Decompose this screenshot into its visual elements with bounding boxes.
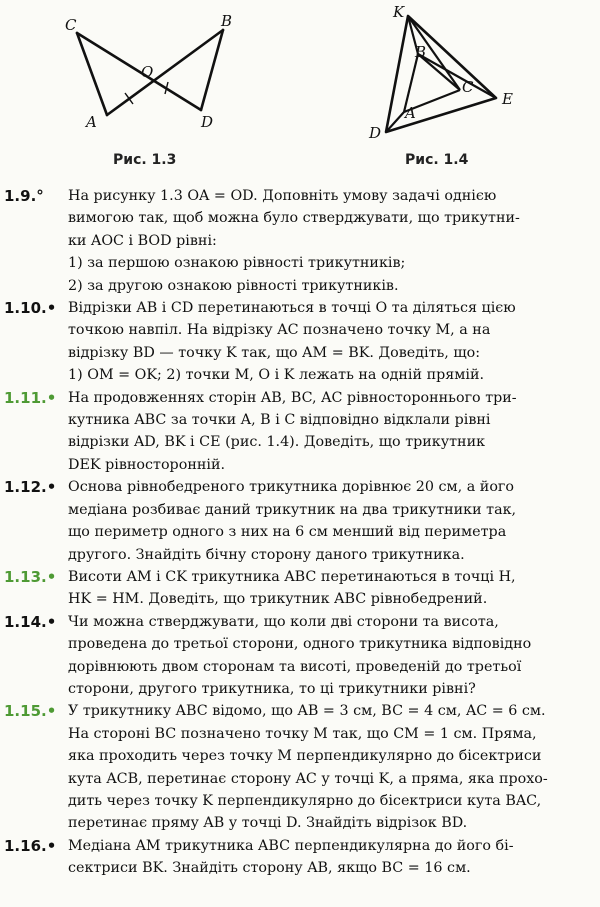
- problem-text-line: відрізку BD — точку K так, що AM = BK. Доведіть, що:: [68, 344, 481, 361]
- problem-1-16: [4, 835, 596, 880]
- label-b: B: [415, 43, 427, 61]
- problem-text-line: точкою навпіл. На відрізку AC позначено точку M, а на: [68, 322, 491, 339]
- problem-text-line: На продовженнях сторін AB, BC, AC рівностороннього три-: [68, 389, 517, 406]
- problem-text-line: що периметр одного з них на 6 см менший від периметра: [68, 524, 507, 541]
- problem-text-line: Основа рівнобедреного трикутника дорівнює 20 см, а його: [68, 479, 515, 496]
- problem-text-line: дить через точку K перпендикулярно до бісектриси кута BAC,: [68, 792, 542, 809]
- problem-text-line: HK = HM. Доведіть, що трикутник ABC рівнобедрений.: [68, 591, 488, 608]
- label-d: D: [369, 124, 382, 142]
- problem-number: 1.14.•: [4, 612, 57, 631]
- label-o: O: [141, 63, 154, 81]
- problem-number: 1.13.•: [4, 567, 57, 586]
- problem-text-line: Висоти AM і CK трикутника ABC перетинаються в точці H,: [68, 568, 516, 585]
- problem-1-15: [4, 700, 596, 834]
- problem-number: 1.9.°: [4, 187, 44, 205]
- label-a: A: [405, 104, 416, 122]
- label-k: K: [393, 3, 405, 21]
- problem-text-line: перетинає пряму AB у точці D. Знайдіть відрізок BD.: [68, 815, 468, 832]
- problem-text-line: 1) за першою ознакою рівності трикутників;: [68, 255, 406, 272]
- caption-fig-1-3: Рис. 1.3: [113, 152, 177, 168]
- problem-text-line: Чи можна стверджувати, що коли дві сторони та висота,: [68, 613, 499, 630]
- problem-number: 1.15.•: [4, 702, 57, 721]
- problem-text-line: дорівнюють двом сторонам та висоті, проведеній до третьої: [68, 658, 522, 675]
- label-c: C: [462, 78, 474, 96]
- problem-1-10: [4, 297, 596, 387]
- problem-text-line: На стороні BC позначено точку M так, що CM = 1 см. Пряма,: [68, 725, 537, 742]
- segment-ab: [107, 30, 223, 115]
- problem-1-11: [4, 387, 596, 477]
- figure-1-3: [55, 10, 255, 140]
- problem-list: [4, 185, 596, 880]
- problem-text-line: кута ACB, перетинає сторону AC у точці K, а пряма, яка прохо-: [68, 770, 548, 787]
- problem-text-line: На рисунку 1.3 OA = OD. Доповніть умову задачі однією: [68, 188, 497, 204]
- problem-number: 1.16.•: [4, 836, 57, 855]
- problem-text-line: 1) OM = OK; 2) точки M, O і K лежать на одній прямій.: [68, 367, 485, 384]
- problem-1-12: [4, 476, 596, 566]
- label-d: D: [201, 113, 214, 131]
- label-a: A: [86, 113, 97, 131]
- problem-1-9: [4, 185, 596, 297]
- problem-text-line: DEK рівносторонній.: [68, 456, 226, 473]
- problem-text-line: кутника ABC за точки A, B і C відповідно відклали рівні: [68, 412, 491, 429]
- segment-dc: [77, 33, 201, 110]
- figure-1-4: [360, 2, 530, 142]
- problem-text-line: проведена до третьої сторони, одного трикутника відповідно: [68, 636, 532, 653]
- problem-text-line: відрізки AD, BK і CE (рис. 1.4). Доведіть, що трикутник: [68, 434, 486, 451]
- label-b: B: [221, 12, 233, 30]
- problem-text-line: другого. Знайдіть бічну сторону даного трикутника.: [68, 546, 465, 563]
- caption-fig-1-4: Рис. 1.4: [405, 152, 469, 168]
- segment-ca: [77, 33, 107, 115]
- problem-text-line: медіана розбиває даний трикутник на два трикутники так,: [68, 501, 517, 518]
- problem-number: 1.12.•: [4, 478, 57, 497]
- problem-text-line: сторони, другого трикутника, то ці трикутники рівні?: [68, 680, 476, 697]
- problem-number: 1.10.•: [4, 299, 57, 318]
- problem-text-line: ки AOC і BOD рівні:: [68, 232, 217, 249]
- label-e: E: [502, 90, 513, 108]
- problem-text-line: яка проходить через точку M перпендикулярно до бісектриси: [68, 748, 542, 765]
- problem-text-line: У трикутнику ABC відомо, що AB = 3 см, BC = 4 см, AC = 6 см.: [68, 703, 546, 720]
- problem-text-line: Відрізки AB і CD перетинаються в точці O та діляться цією: [68, 300, 516, 317]
- problem-1-13: [4, 566, 596, 611]
- segment-bd: [201, 30, 223, 110]
- problem-number: 1.11.•: [4, 388, 57, 407]
- problem-text-line: 2) за другою ознакою рівності трикутників.: [68, 277, 399, 294]
- problem-text-line: Медіана AM трикутника ABC перпендикулярна до його бі-: [68, 837, 514, 854]
- problem-text-line: вимогою так, щоб можна було стверджувати, що трикутни-: [68, 210, 520, 227]
- problem-text-line: сектриси BK. Знайдіть сторону AB, якщо BC = 16 см.: [68, 860, 471, 877]
- problem-1-14: [4, 611, 596, 701]
- label-c: C: [65, 16, 77, 34]
